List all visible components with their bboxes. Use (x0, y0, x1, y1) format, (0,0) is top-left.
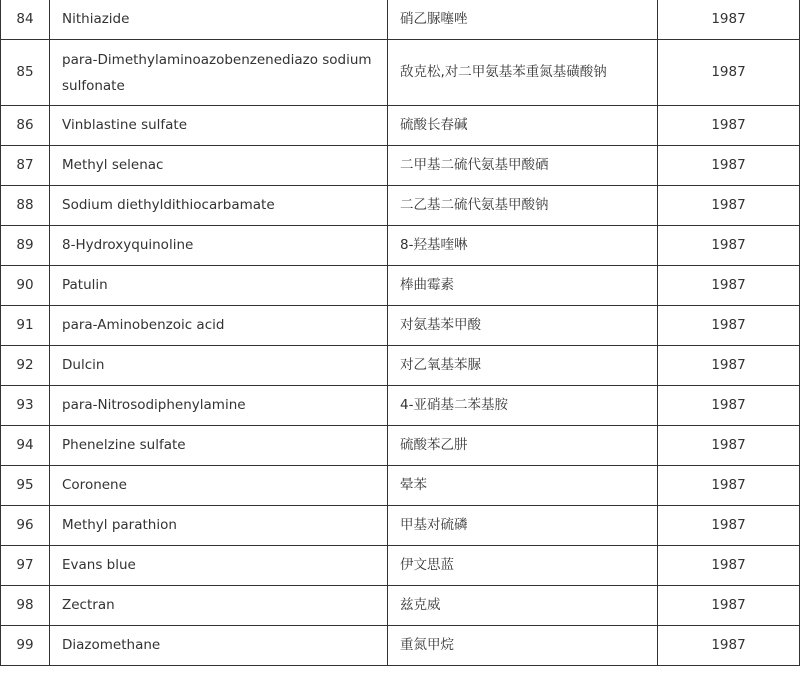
table-row (1, 426, 800, 466)
row-number: 98 (1, 586, 50, 626)
table-row (1, 626, 800, 666)
year: 1987 (658, 466, 800, 506)
row-number: 90 (1, 266, 50, 306)
english-name: Patulin (50, 266, 388, 306)
table-row (1, 186, 800, 226)
year: 1987 (658, 106, 800, 146)
row-number: 85 (1, 40, 50, 106)
english-name: Zectran (50, 586, 388, 626)
year: 1987 (658, 626, 800, 666)
chinese-name: 硫酸苯乙肼 (388, 426, 658, 466)
year: 1987 (658, 186, 800, 226)
year: 1987 (658, 506, 800, 546)
english-name: Diazomethane (50, 626, 388, 666)
table-row (1, 346, 800, 386)
year: 1987 (658, 386, 800, 426)
table-row (1, 146, 800, 186)
year: 1987 (658, 0, 800, 40)
chinese-name: 8-羟基喹啉 (388, 226, 658, 266)
chinese-name: 敌克松,对二甲氨基苯重氮基磺酸钠 (388, 40, 658, 106)
row-number: 87 (1, 146, 50, 186)
row-number: 89 (1, 226, 50, 266)
row-number: 99 (1, 626, 50, 666)
english-name: Evans blue (50, 546, 388, 586)
year: 1987 (658, 426, 800, 466)
year: 1987 (658, 586, 800, 626)
chinese-name: 二乙基二硫代氨基甲酸钠 (388, 186, 658, 226)
chinese-name: 4-亚硝基二苯基胺 (388, 386, 658, 426)
year: 1987 (658, 546, 800, 586)
year: 1987 (658, 266, 800, 306)
english-name: Methyl parathion (50, 506, 388, 546)
english-name: para-Dimethylaminoazobenzenediazo sodium sulfonate (50, 40, 388, 106)
year: 1987 (658, 40, 800, 106)
table-row (1, 40, 800, 106)
year: 1987 (658, 306, 800, 346)
row-number: 96 (1, 506, 50, 546)
row-number: 95 (1, 466, 50, 506)
table-row (1, 0, 800, 40)
english-name: para-Aminobenzoic acid (50, 306, 388, 346)
chinese-name: 硝乙脲噻唑 (388, 0, 658, 40)
year: 1987 (658, 226, 800, 266)
english-name: Sodium diethyldithiocarbamate (50, 186, 388, 226)
chinese-name: 硫酸长春碱 (388, 106, 658, 146)
row-number: 88 (1, 186, 50, 226)
chinese-name: 对氨基苯甲酸 (388, 306, 658, 346)
chinese-name: 伊文思蓝 (388, 546, 658, 586)
row-number: 93 (1, 386, 50, 426)
english-name: 8-Hydroxyquinoline (50, 226, 388, 266)
row-number: 94 (1, 426, 50, 466)
english-name: Methyl selenac (50, 146, 388, 186)
chinese-name: 二甲基二硫代氨基甲酸硒 (388, 146, 658, 186)
english-name: Vinblastine sulfate (50, 106, 388, 146)
year: 1987 (658, 146, 800, 186)
row-number: 92 (1, 346, 50, 386)
row-number: 91 (1, 306, 50, 346)
chinese-name: 兹克威 (388, 586, 658, 626)
table-row (1, 226, 800, 266)
table-row (1, 466, 800, 506)
table-row (1, 506, 800, 546)
english-name: para-Nitrosodiphenylamine (50, 386, 388, 426)
chinese-name: 重氮甲烷 (388, 626, 658, 666)
chinese-name: 棒曲霉素 (388, 266, 658, 306)
english-name: Nithiazide (50, 0, 388, 40)
english-name: Coronene (50, 466, 388, 506)
row-number: 86 (1, 106, 50, 146)
year: 1987 (658, 346, 800, 386)
table-row (1, 586, 800, 626)
table-row (1, 106, 800, 146)
table-row (1, 386, 800, 426)
row-number: 97 (1, 546, 50, 586)
table-row (1, 306, 800, 346)
row-number: 84 (1, 0, 50, 40)
table-row (1, 546, 800, 586)
chinese-name: 对乙氧基苯脲 (388, 346, 658, 386)
table-row (1, 266, 800, 306)
english-name: Dulcin (50, 346, 388, 386)
english-name: Phenelzine sulfate (50, 426, 388, 466)
chinese-name: 甲基对硫磷 (388, 506, 658, 546)
chinese-name: 晕苯 (388, 466, 658, 506)
